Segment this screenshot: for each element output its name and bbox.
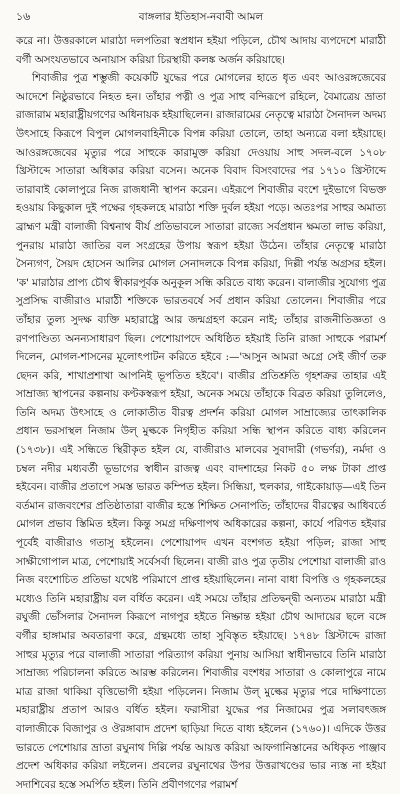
paragraph: শিবাজীর পুত্র শম্ভুজী কয়েকটি যুদ্ধের পরে মোগলের হাতে ধৃত এবং আওরঙ্গজেবের আদেশে নিষ্ঠুরভাবে নিহত হন। তাঁহার পত্নী ও পুত্র সাহু বন্দিরূপে রহিলে, বৈমাত্রেয় ভ্রাতা রাজারাম মহারাষ্ট্রীয়গণের অধিনায়ক হইয়াছিলেন। রাজারামের নেতৃত্বে মারাঠা সৈনাদল অদম্য উৎসাহে কিরূপে বিপুল মোগলবাহিনীকে বিপন্ন করিয়া তোলে, তাহা অন্যত্রে বলা হইয়াছে। আওরঙ্গজেবের মৃত্যুর পরে সাহুকে কারামুক্ত করিয়া দেওয়ায় সাহু সদল-বলে ১৭০৮ খ্রিস্টাব্দে সাতারা অধিকার করিয়া বসেন। অনেক বিবাদ বিসংবাদের পর ১৭১০ খ্রিস্টাব্দে তারাবাই কোলাপুরে নিজ রাজধানী স্থাপন করেন। এইরূপে শিবাজীর বংশে দুইভাগে বিভক্ত হওয়ায় কিছুকাল দুই পক্ষের গৃহকলহে মারাঠা শক্তি দুর্বল হইয়া পড়ে। অতঃপর সাহুর অমাত্য ব্রাহ্মণ মন্ত্রী বালাজী বিশ্বনাথ বীর্য প্রতিভাবলে সাতারা রাজ্যে সর্বপ্রধান ক্ষমতা লাভ করিয়া, পুনরায় মারাঠা জাতির বল সংগ্রহের উপায় স্বরূপ হইয়া উঠেন। তাঁহার নেতৃত্বে মারাঠা সৈন্যগণ, সৈয়দ হোসেন আলির মোগল সেনাদলকে বিপন্ন করিয়া, দিল্লী পর্যন্ত অগ্রসর হইল। 'ক' মারাঠার প্রাপ্য চৌথ স্বীকারপূর্বক অনুকূল সন্ধি করিতে বাধ্য করেন। বালাজীর সুযোগ্য পুত্র সুপ্রসিদ্ধ বাজীরাও মারাঠী শক্তিকে ভারতবর্ষে সর্ব প্রধান করিয়া তোলেন। শিবাজীর পরে তাঁহার তুল্য সুদক্ষ ব্যক্তি মহারাষ্ট্রে আর জন্মগ্রহণ করেন নাই; তাঁহার রাজনীতিজ্ঞতা ও রণপাণ্ডিত্য অনন্যসাধারণ ছিল। পেশোয়াপদে অধিষ্ঠিত হইয়াই তিনি রাজা সাহুকে পরামর্শ দিলেন, মোগল-শাসনের মূলোৎপাটন করিতে হইবে :—'আসুন আমরা অগ্রে সেই জীর্ণ তরু ছেদন করি, শাখাপ্রশাখা আপনিই ভূপতিত হইবে'। বাজীর প্রতিশ্রুতি গৃহশক্রর তাহার এই সাম্রাজ্য স্থাপনের কল্পনায় কণ্টকস্বরূপ হইয়া, অনেক সময়ে তাঁহাকে বিব্রত করিয়া তুলিলেও, তিনি অদম্য উৎসাহে ও লোকাতীত বীরত্ব প্রদর্শন করিয়া মোগল সাম্রাজ্যের তাৎকালিক প্রধান ভরসাস্থল নিজাম উল্ মুল্ককে নিগৃহীত করিয়া সন্ধি স্থাপন করিতে বাধ্য করিলেন (১৭৩৮)। এই সন্ধিতে স্থিরীকৃত হইল যে, বাজীরাও মালবের সুবাদারী (গভর্ণর), নর্মদা ও চম্বল নদীর মধ্যবর্তী ভূভাগের স্বাধীন রাজত্ব এবং বাদশাহের নিকট ৫০ লক্ষ টাকা প্রাপ্ত হইবেন। বাজীর প্রতাপে সমস্ত ভারত কম্পিত হইল। সিন্ধিয়া, হুলকার, গাইকোয়াড়—এই তিন বর্তমান রাজবংশের প্রতিষ্ঠাতারা বাজীর হস্তে শিক্ষিত সেনাপতি; তাঁহাদের বীরত্বের আধিবর্তে মোগল প্রভাব স্তিমিত হইল। কিন্তু সমগ্র দক্ষিণাপথ অধিকারের কল্পনা, কার্যে পরিণত হইবার পূর্বেই বাজীরাও গতাসু হইলেন। পেশোয়াপদ এখন বংশগত হইয়া পড়িল; রাজা সাহু সাক্ষীগোপাল মাত্র, পেশোয়াই সর্বেসর্বা ছিলেন। বাজী রাও পুত্র তৃতীয় পেশোয়া বালাজী রাও নিজ বংশোচিত প্রতিভা যথেষ্ট পরিমাণে প্রাপ্ত হইয়াছিলেন। নানা বাধা বিপত্তি ও গৃহকলহের মধ্যেও তিনি মহারাষ্ট্রীয় বল বর্ধিত করেন। এই সময়ে তাঁহার প্রতিদ্বন্দ্বী অন্যতম মারাঠা মন্ত্রী রঘুজী ভোঁসলার সৈনাদল কিরূপে নাগপুর হইতে নিষ্ক্রান্ত হইয়া চৌথ আদায়ের ছলে বঙ্গে বর্গীর হাঙ্গামার অবতারণা করে, গ্রন্থমধ্যে তাহা সুবিস্তৃত হইয়াছে। ১৭৪৮ খ্রিস্টাব্দে রাজা সাহুর মৃত্যুর পরে বালাজী সাতারা পরিত্যাগ করিয়া পুনায় আসিয়া স্বাধীনভাবে তিনি মারাঠা সাম্রাজ্য পরিচালনা করিতে আরম্ভ করিলেন। শিবাজীর বংশধর সাতারা ও কোলাপুরে নামে মাত্র রাজা থাকিয়া বৃত্তিভোগী হইয়া পড়িলেন। নিজাম উল্ মুল্কের মৃত্যুর পরে দাক্ষিণাত্যে মহারাষ্ট্রীয় প্রতাপ আরও বর্ধিত হইল। ফরাসীরা যুদ্ধের পর নিজামের পুত্র সলাবৎজঙ্গ বালাজীকে বিজাপুর ও ঔরঙ্গাবাদ প্রদেশ ছাড়িয়া দিতে বাধ্য হইলেন (১৭৬০)। এদিকে উত্তর ভারতে পেশোয়ার ভ্রাতা রঘুনাথ দিল্লি পর্যন্ত আয়ত্ত করিয়া আফগানিস্তানের অধিকৃত পাঞ্জাব প্রদেশ অধিকার করিয়া লইলেন। প্রবলের রঘুনাথের উপর উত্তরাখণ্ডের ভার ন্যস্ত না হইয়া সদাশিবের হস্তে সমর্পিত হইল। তিনি প্রবীণগণের পরামর্শ <box>16 72 386 791</box>
paragraph-continuation: করে না। উত্তরকালে মারাঠা দলপতিরা স্বপ্রধান হইয়া পড়িলে, চৌথ আদায় ব্যপদেশে মারাঠী বর্গী অসংযতভাবে অনায়াস করিয়া চিরস্থায়ী কলঙ্ক অর্জন করিয়াছে। <box>16 35 386 66</box>
running-head: বাঙ্গলার ইতিহাস-নবাবী আমল <box>138 11 264 23</box>
body-text <box>16 32 386 794</box>
page-header <box>16 8 386 26</box>
page-number: ১৬ <box>16 10 31 23</box>
